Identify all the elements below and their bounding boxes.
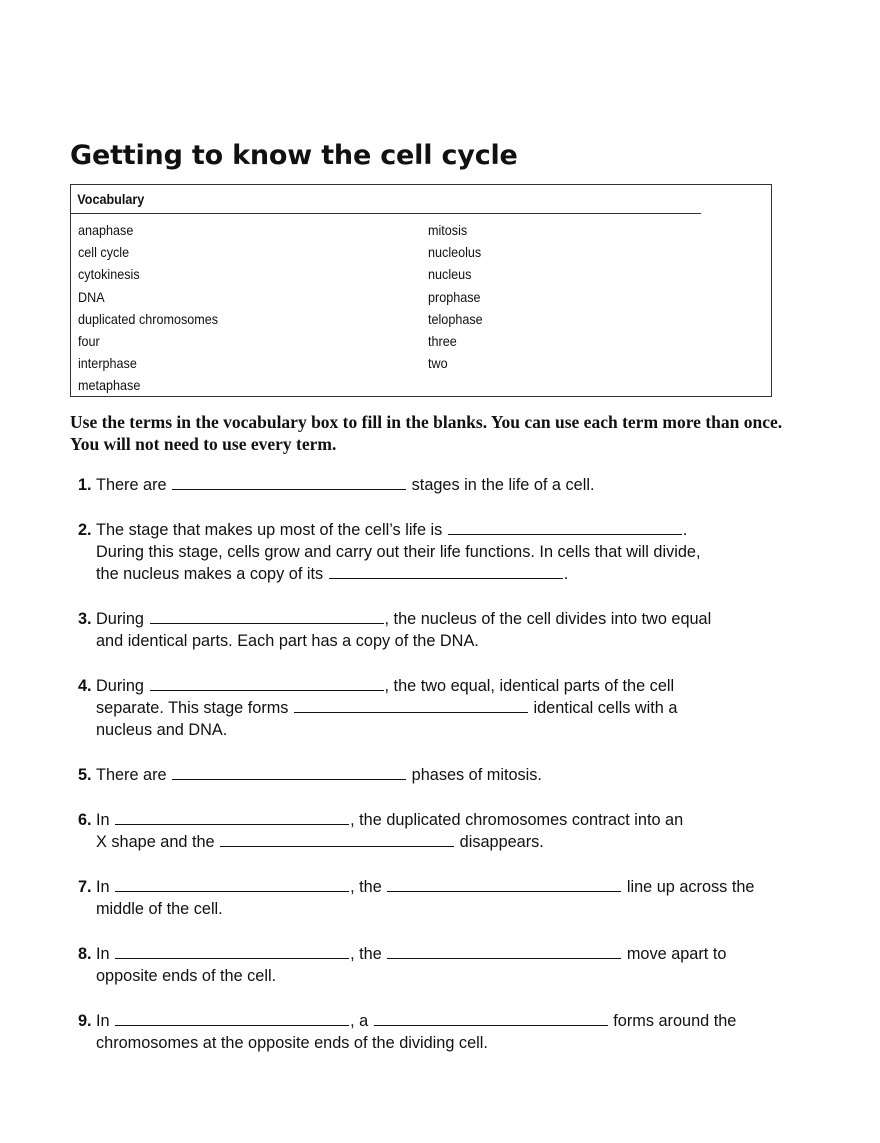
answer-blank[interactable] xyxy=(115,944,349,959)
question-text: During this stage, cells grow and carry out their life functions. In cells that will divide, xyxy=(96,543,701,561)
question-number: 3. xyxy=(78,610,92,628)
answer-blank[interactable] xyxy=(387,944,621,959)
vocabulary-term: four xyxy=(78,333,100,350)
question-line xyxy=(78,630,711,652)
question-line xyxy=(78,943,726,965)
vocabulary-term: two xyxy=(428,355,448,372)
instructions: Use the terms in the vocabulary box to fill in the blanks. You can use each term more than once. You will not need to use every term. xyxy=(70,412,783,454)
question-text: , the two equal, identical parts of the cell xyxy=(384,677,675,695)
question-number: 9. xyxy=(78,1012,92,1030)
question-text: identical cells with a xyxy=(528,699,678,717)
vocabulary-term: telophase xyxy=(428,310,483,327)
vocabulary-box xyxy=(70,184,772,397)
question-text: During xyxy=(96,677,149,695)
vocabulary-term: anaphase xyxy=(78,222,134,238)
question-number: 7. xyxy=(78,878,92,896)
answer-blank[interactable] xyxy=(387,877,621,892)
answer-blank[interactable] xyxy=(172,765,406,780)
question-number: 4. xyxy=(78,677,92,695)
question-text: , the duplicated chromosomes contract into an xyxy=(350,811,684,829)
question-text: The stage that makes up most of the cell’s life is xyxy=(96,521,447,539)
question-text: In xyxy=(96,1012,115,1030)
vocabulary-term: prophase xyxy=(428,288,481,305)
question-item xyxy=(78,519,701,585)
question-text: stages in the life of a cell. xyxy=(407,476,595,494)
answer-blank[interactable] xyxy=(115,810,349,825)
answer-blank[interactable] xyxy=(172,475,406,490)
question-text: separate. This stage forms xyxy=(96,699,293,717)
question-item xyxy=(78,675,677,741)
vocabulary-term: metaphase xyxy=(78,377,141,394)
question-number: 5. xyxy=(78,766,92,784)
vocabulary-term: mitosis xyxy=(428,222,468,238)
question-text: There are xyxy=(96,476,172,494)
answer-blank[interactable] xyxy=(115,1011,349,1026)
question-item xyxy=(78,943,726,987)
question-text: In xyxy=(96,945,115,963)
vocabulary-term: cell cycle xyxy=(78,244,130,261)
vocabulary-header: Vocabulary xyxy=(71,185,701,214)
question-text: and identical parts. Each part has a copy of the DNA. xyxy=(96,632,479,650)
question-item xyxy=(78,474,594,496)
question-text: , the xyxy=(350,945,387,963)
question-item xyxy=(78,764,542,786)
question-text: nucleus and DNA. xyxy=(96,721,228,739)
question-text: disappears. xyxy=(455,833,544,851)
vocabulary-term: cytokinesis xyxy=(78,266,140,283)
question-text: the nucleus makes a copy of its xyxy=(96,565,328,583)
answer-blank[interactable] xyxy=(150,676,384,691)
question-line xyxy=(78,809,683,831)
question-text: , the xyxy=(350,878,387,896)
question-line xyxy=(78,831,683,853)
question-item xyxy=(78,876,754,920)
question-line xyxy=(78,876,754,898)
question-line xyxy=(78,519,701,541)
question-text: , a xyxy=(350,1012,373,1030)
page-title: Getting to know the cell cycle xyxy=(70,140,518,171)
question-number: 2. xyxy=(78,521,92,539)
answer-blank[interactable] xyxy=(150,609,384,624)
answer-blank[interactable] xyxy=(115,877,349,892)
vocabulary-column-right xyxy=(428,219,483,374)
answer-blank[interactable] xyxy=(374,1011,608,1026)
question-number: 6. xyxy=(78,811,92,829)
vocabulary-term: interphase xyxy=(78,355,137,372)
question-line xyxy=(78,764,542,786)
question-text: During xyxy=(96,610,149,628)
question-line xyxy=(78,1032,736,1054)
question-line xyxy=(78,1010,736,1032)
question-line xyxy=(78,563,701,585)
vocabulary-term: three xyxy=(428,333,457,350)
question-line xyxy=(78,675,677,697)
vocabulary-term: nucleolus xyxy=(428,244,482,261)
question-text: . xyxy=(563,565,569,583)
vocabulary-column-left xyxy=(78,219,218,397)
question-line xyxy=(78,898,754,920)
question-text: line up across the xyxy=(622,878,755,896)
question-line xyxy=(78,697,677,719)
vocabulary-term: nucleus xyxy=(428,266,472,283)
answer-blank[interactable] xyxy=(329,564,563,579)
question-text: forms around the xyxy=(608,1012,737,1030)
question-line xyxy=(78,474,594,496)
question-text: middle of the cell. xyxy=(96,900,223,918)
question-text: X shape and the xyxy=(96,833,220,851)
question-text: phases of mitosis. xyxy=(407,766,542,784)
question-line xyxy=(78,541,701,563)
question-text: move apart to xyxy=(622,945,727,963)
question-item xyxy=(78,608,711,652)
question-line xyxy=(78,608,711,630)
question-text: , the nucleus of the cell divides into two equal xyxy=(384,610,712,628)
question-number: 1. xyxy=(78,476,92,494)
question-line xyxy=(78,965,726,987)
question-text: opposite ends of the cell. xyxy=(96,967,277,985)
question-text: . xyxy=(682,521,688,539)
vocabulary-term: DNA xyxy=(78,288,105,305)
question-line xyxy=(78,719,677,741)
question-text: chromosomes at the opposite ends of the dividing cell. xyxy=(96,1034,488,1052)
question-number: 8. xyxy=(78,945,92,963)
question-text: In xyxy=(96,878,115,896)
question-item xyxy=(78,809,683,853)
answer-blank[interactable] xyxy=(448,520,682,535)
answer-blank[interactable] xyxy=(220,832,454,847)
question-text: In xyxy=(96,811,115,829)
vocabulary-term: duplicated chromosomes xyxy=(78,310,219,327)
answer-blank[interactable] xyxy=(294,698,528,713)
question-text: There are xyxy=(96,766,172,784)
question-item xyxy=(78,1010,736,1054)
